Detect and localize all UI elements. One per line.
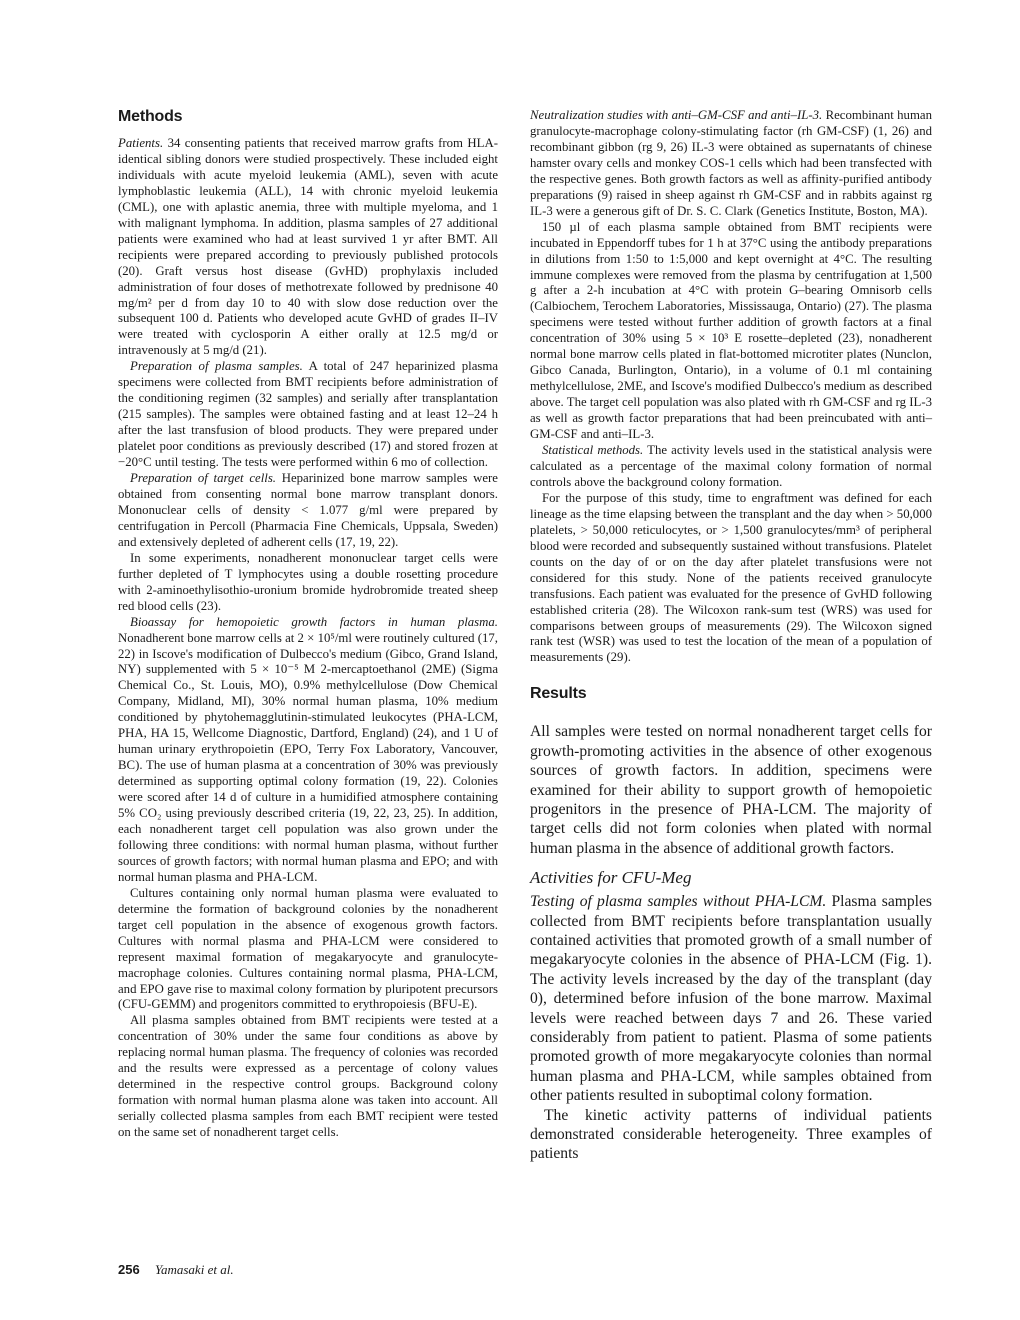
paragraph-text: 34 consenting patients that received marrow grafts from HLA-identical sibling donors were studied prospectively. These included eight individuals with acute myeloid leukemia (AML), seven with acute lymphoblastic leukemia (ALL), 14 with chronic myeloid leukemia (CML), one with aplastic anemia, three with multiple myeloma, and 1 with malignant lymphoma. In addition, plasma samples of 27 additional patients were examined who had at least survived 1 yr after BMT. All recipients were prepared according to previously published protocols (20). Graft versus host disease (GvHD) prophylaxis included administration of four doses of methotrexate followed by prednisone 40 mg/m² per d from day 10 to 40 with slow dose reduction over the subsequent 100 d. Patients who developed acute GvHD of grades II–IV were treated with cyclosporin A either orally at 12.5 mg/d or intravenously at 5 mg/d (21). [118,136,498,358]
page-footer [118,1262,234,1278]
paragraph-target-cells [118,471,498,551]
cfu-meg-subheading: Activities for CFU-Meg [530,868,692,888]
paragraph-without-pha-lcm [530,892,932,1105]
paragraph-immune-complexes: 150 µl of each plasma sample obtained from BMT recipients were incubated in Eppendorff tubes for 1 h at 37°C using the antibody preparations in dilutions from 1:50 to 1:5,000 and kept overnight at 4°C. The resulting immune complexes were removed from the plasma by centrifugation at 1,500 g after a 2-h incubation at 4°C with protein G–bearing Omnisorb cells (Calbiochem, Terochem Laboratories, Mississauga, Ontario) (27). The plasma specimens were tested without further addition of growth factors at a final concentration of 30% using 5 × 10³ E rosette–depleted (23), nonadherent normal bone marrow cells plated in flat-bottomed microtiter plates (Nunclon, Gibco Canada, Burlington, Ontario), in a volume of 0.1 ml containing methylcellulose, 2ME, and Iscove's modified Dulbecco's medium as described above. The target cell population was also plated with rh GM-CSF and rg IL-3 as well as growth factor preparations that had been preincubated with anti–GM-CSF and anti–IL-3. [530,219,932,442]
paragraph-bioassay [118,615,498,886]
paragraph-lead: Statistical methods. [542,443,644,458]
paragraph-kinetic-patterns: The kinetic activity patterns of individual patients demonstrated considerable heterogeneity. Three examples of patients [530,1106,932,1163]
right-column [530,108,932,1164]
paragraph-text: Plasma samples collected from BMT recipients before transplantation usually contained activities that promoted growth of a small number of megakaryocyte colonies in the absence of PHA-LCM (Fig. 1). The activity levels increased by the day of the transplant (day 0), determined before infusion of the bone marrow. Maximal levels were reached between days 7 and 26. These varied considerably from patient to patient. Plasma of some patients promoted growth of more megakaryocyte colonies than normal human plasma and PHA-LCM, while samples obtained from other patients resulted in suboptimal colony formation. [530,893,932,1105]
paragraph-neutralization [530,108,932,220]
paragraph-text: The activity levels used in the statistical analysis were calculated as a percentage of the maximal colony formation of normal controls above the background colony formation. [530,443,932,489]
methods-heading: Methods [118,108,183,125]
paragraph-plasma-samples [118,359,498,471]
paragraph-lead: Preparation of plasma samples. [130,359,303,374]
paragraph-statistics [530,443,932,491]
paragraph-lead: Patients. [118,136,164,150]
paragraph-t-depletion: In some experiments, nonadherent mononuclear target cells were further depleted of T lymphocytes using a double rosetting procedure with 2-aminoethylisothio-uronium bromide hydrobromide treated sheep red blood cells (23). [118,550,498,613]
paragraph-lead: Testing of plasma samples without PHA-LCM. [530,893,827,911]
paragraph-lead: Neutralization studies with anti–GM-CSF and anti–IL-3. [530,108,823,122]
spacer [530,666,932,685]
paragraph-text: A total of 247 heparinized plasma specimens were collected from BMT recipients before administration of the conditioning regimen (32 samples) and serially after transplantation (215 samples). The samples were obtained fasting and at least 12–24 h after the last transfusion of blood products. They were prepared under platelet poor conditions as previously described (17) and stored frozen at −20°C until testing. The tests were performed within 6 mo of collection. [118,359,498,470]
paragraph-text: Heparinized bone marrow samples were obtained from consenting normal bone marrow transplant donors. Mononuclear cells of density < 1.077 g/ml were prepared by centrifugation in Percoll (Pharmacia Fine Chemicals, Uppsala, Sweden) and extensively depleted of adherent cells (17, 19, 22). [118,471,498,549]
page-number: 256 [118,1262,140,1277]
paragraph-lead: Bioassay for hemopoietic growth factors in human plasma. [130,614,498,629]
paragraph-plasma-testing: All plasma samples obtained from BMT recipients were tested at a concentration of 30% under the same four conditions as above by replacing normal human plasma. The frequency of colonies was recorded and the results were expressed as a percentage of colony values determined in the respective control groups. Background colony formation with normal human plasma alone was taken into account. All serially collected plasma samples from each BMT recipient were tested on the same set of nonadherent target cells. [118,1013,498,1140]
paragraph-text: Nonadherent bone marrow cells at 2 × 10⁵/ml were routinely cultured (17, 22) in Iscove's modification of Dulbecco's medium (Gibco, Grand Island, NY) supplemented with 5 × 10⁻⁵ M 2-mercaptoethanol (2ME) (Sigma Chemical Co., St. Louis, MO), 0.9% methylcellulose (Dow Chemical Company, Midland, MI), 30% normal human plasma, 10% medium conditioned by phytohemagglutinin-stimulated leukocytes (PHA-LCM, PHA, HA 15, Wellcome Diagnostic, Dartford, England) (24), and 1 U of human urinary erythropoietin (EPO, Terry Fox Laboratory, Vancouver, BC). The use of human plasma at a concentration of 30% was previously determined as supporting optimal colony formation (19, 22). Colonies were scored after 14 d of culture in a humidified atmosphere containing 5% CO₂ using previously described criteria (19, 22, 23, 25). In addition, each nonadherent target cell population was also grown under the following three conditions: with normal human plasma, without further sources of growth factors; with normal human plasma and EPO; and with normal human plasma and PHA-LCM. [118,630,498,884]
paragraph-engraftment: For the purpose of this study, time to engraftment was defined for each lineage as the time elapsing between the transplant and the day when > 50,000 platelets, > 50,000 reticulocytes, or > 1,500 granulocytes/mm³ of peripheral blood were recorded and subsequently sustained without transfusions. Platelet counts on the day of or on the day after platelet transfusions were not considered for this study. None of the patients received granulocyte transfusions. Each patient was evaluated for the presence of GvHD following established criteria (28). The Wilcoxon rank-sum test (WRS) was used for comparisons between groups of measurements (29). The Wilcoxon signed rank test (WSR) was used to test the location of the mean of a population of measurements (29). [530,490,932,665]
paragraph-results-intro: All samples were tested on normal nonadherent target cells for growth-promoting activities in the absence of other exogenous sources of growth factors. In addition, specimens were examined for their ability to support growth of hemopoietic progenitors in the presence of PHA-LCM. The majority of target cells did not form colonies when plated with normal human plasma in the absence of additional growth factors. [530,723,932,857]
paragraph-text: Recombinant human granulocyte-macrophage colony-stimulating factor (rh GM-CSF) (1, 26) and recombinant gibbon (rg 9, 26) IL-3 were obtained as supernatants of chinese hamster ovary cells and monkey COS-1 cells which had been transfected with the respective genes. Both growth factors as well as affinity-purified antibody preparations (9) raised in sheep against rh GM-CSF and in rabbits against rg IL-3 were a generous gift of Dr. S. C. Clark (Genetics Institute, Boston, MA). [530,108,932,218]
paragraph-lead: Preparation of target cells. [130,471,276,486]
paragraph-cultures: Cultures containing only normal human plasma were evaluated to determine the formation of background colonies by the nonadherent target cell population in the absence of exogenous growth factors. Cultures with normal plasma and PHA-LCM were considered to represent maximal formation of megakaryocyte and granulocyte-macrophage colonies. Cultures containing normal plasma, PHA-LCM, and EPO gave rise to maximal colony formation by pluripotent precursors (CFU-GEMM) and progenitors committed to erythropoiesis (BFU-E). [118,885,498,1012]
paragraph-patients [118,136,498,359]
spacer [530,713,932,722]
left-column [118,108,498,1141]
running-authors: Yamasaki et al. [154,1262,234,1277]
results-heading: Results [530,685,587,703]
